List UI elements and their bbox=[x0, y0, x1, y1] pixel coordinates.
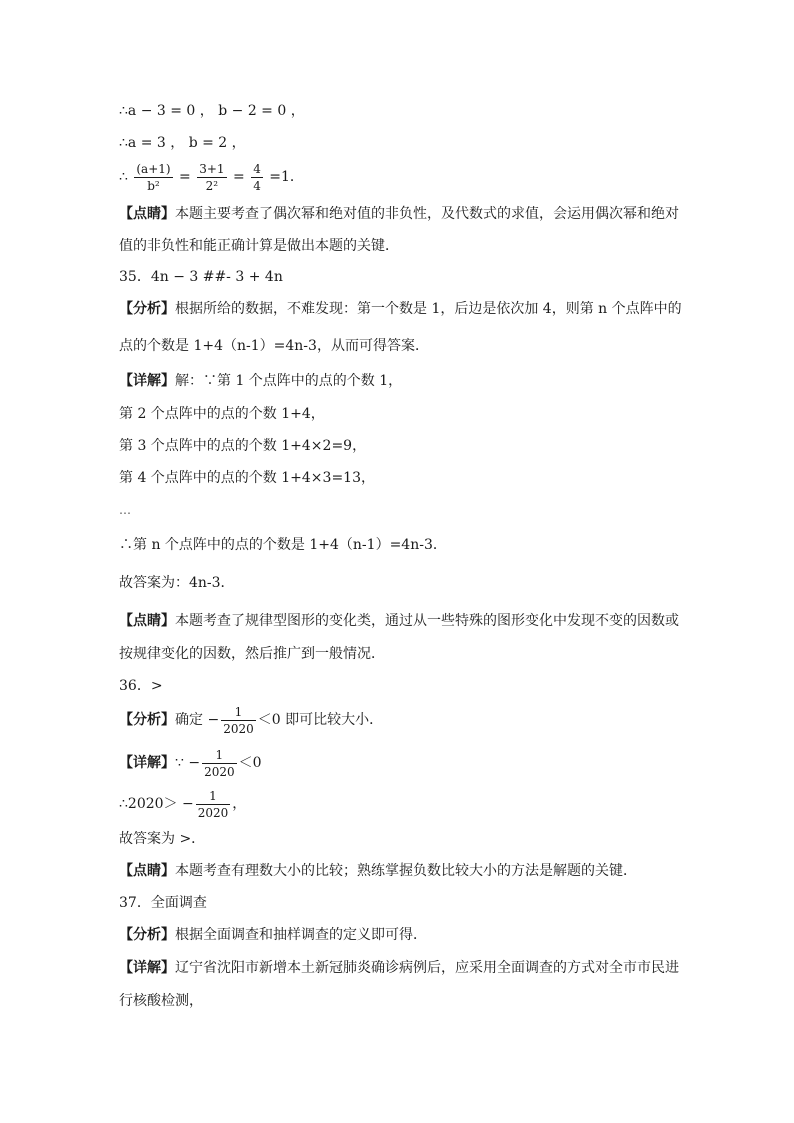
dianjing-label: 【点睛】 bbox=[119, 206, 175, 222]
fraction-1-over-2020 bbox=[202, 748, 237, 779]
fraction-1-over-2020 bbox=[221, 705, 256, 736]
answer-35: 故答案为：4n-3． bbox=[119, 575, 235, 591]
dianjing-paragraph-34-cont: 值的非负性和能正确计算是做出本题的关键． bbox=[119, 238, 399, 254]
xiangjie-line-35e: ∴第 n 个点阵中的点的个数是 1+4（n-1）=4n-3． bbox=[119, 537, 447, 553]
xiangjie-paragraph-37-cont: 行核酸检测， bbox=[119, 993, 203, 1009]
xiangjie-line-35d: 第 4 个点阵中的点的个数 1+4×3=13， bbox=[119, 470, 375, 486]
fenxi-text-post: ＜0 即可比较大小． bbox=[257, 712, 384, 728]
xiangjie-text: 辽宁省沈阳市新增本土新冠肺炎确诊病例后，应采用全面调查的方式对全市市民进 bbox=[175, 960, 679, 976]
fenxi-paragraph-35 bbox=[119, 299, 684, 319]
dianjing-text: 本题考查有理数大小的比较；熟练掌握负数比较大小的方法是解题的关键． bbox=[175, 863, 637, 879]
equation-line-3 bbox=[119, 160, 684, 194]
xiangjie-label: 【详解】 bbox=[119, 960, 175, 976]
fraction-3-plus-1-over-2-squared bbox=[197, 162, 226, 193]
xiangjie-text-post: ＜0 bbox=[238, 755, 262, 771]
fraction-a-plus-1-over-b-squared bbox=[134, 162, 172, 193]
dianjing-paragraph-36 bbox=[119, 861, 684, 881]
question-35-answer: 35．4n − 3 ##- 3 + 4n bbox=[119, 269, 283, 285]
fraction-denominator: b² bbox=[147, 178, 160, 193]
fraction-numerator: (a+1) bbox=[136, 161, 171, 176]
question-36-answer: 36．> bbox=[119, 678, 163, 694]
fraction-numerator: 1 bbox=[202, 748, 237, 764]
dianjing-label: 【点睛】 bbox=[119, 863, 175, 879]
xiangjie-paragraph-36 bbox=[119, 745, 684, 781]
xiangjie-paragraph-35 bbox=[119, 371, 684, 391]
fenxi-paragraph-37 bbox=[119, 925, 684, 945]
fraction-denominator: 2020 bbox=[197, 805, 229, 820]
equation-result: =1． bbox=[269, 169, 304, 185]
fraction-1-over-2020 bbox=[196, 789, 231, 820]
fraction-denominator: 2020 bbox=[204, 764, 235, 779]
ellipsis: … bbox=[119, 503, 131, 517]
fenxi-text: 根据全面调查和抽样调查的定义即可得． bbox=[175, 927, 427, 943]
xiangjie-text-pre: ∵ − bbox=[175, 755, 201, 771]
xiangjie-paragraph-37 bbox=[119, 958, 684, 978]
xiangjie-text: 解：∵第 1 个点阵中的点的个数 1， bbox=[175, 373, 403, 389]
equals-sign: = bbox=[179, 169, 191, 185]
dianjing-text: 本题考查了规律型图形的变化类，通过从一些特殊的图形变化中发现不变的因数或 bbox=[175, 613, 679, 629]
equation-line-2: ∴a = 3 ， b = 2 ， bbox=[119, 135, 246, 151]
dianjing-paragraph-34 bbox=[119, 204, 684, 224]
fraction-numerator: 1 bbox=[196, 789, 231, 805]
answer-36: 故答案为 >． bbox=[119, 831, 206, 847]
equation-line-1: ∴a − 3 = 0 ， b − 2 = 0 ， bbox=[119, 103, 305, 119]
xiangjie-label: 【详解】 bbox=[119, 755, 175, 771]
fraction-numerator: 1 bbox=[221, 705, 256, 721]
xiangjie-text-pre: ∴2020＞ − bbox=[119, 796, 194, 812]
fraction-numerator: 4 bbox=[253, 161, 261, 176]
equals-sign: = bbox=[233, 169, 245, 185]
fraction-denominator: 2² bbox=[205, 178, 219, 193]
fenxi-paragraph-36 bbox=[119, 702, 684, 738]
question-37-answer: 37．全面调查 bbox=[119, 895, 207, 911]
xiangjie-text-post: ， bbox=[232, 796, 247, 812]
fenxi-paragraph-35-cont: 点的个数是 1+4（n-1）=4n-3，从而可得答案． bbox=[119, 338, 429, 354]
fenxi-text: 根据所给的数据，不难发现：第一个数是 1，后边是依次加 4，则第 n 个点阵中的 bbox=[175, 301, 682, 317]
fraction-denominator: 2020 bbox=[223, 721, 254, 736]
fraction-denominator: 4 bbox=[253, 178, 261, 193]
fraction-4-over-4 bbox=[251, 162, 263, 193]
xiangjie-line-35b: 第 2 个点阵中的点的个数 1+4， bbox=[119, 406, 325, 422]
fraction-numerator: 3+1 bbox=[199, 161, 225, 176]
fenxi-label: 【分析】 bbox=[119, 927, 175, 943]
fenxi-text-pre: 确定 − bbox=[175, 712, 220, 728]
therefore-symbol: ∴ bbox=[119, 169, 128, 185]
fenxi-label: 【分析】 bbox=[119, 301, 175, 317]
dianjing-paragraph-35-cont: 按规律变化的因数，然后推广到一般情况． bbox=[119, 646, 385, 662]
dianjing-text: 本题主要考查了偶次幂和绝对值的非负性，及代数式的求值，会运用偶次幂和绝对 bbox=[175, 206, 679, 222]
fenxi-label: 【分析】 bbox=[119, 712, 175, 728]
dianjing-label: 【点睛】 bbox=[119, 613, 175, 629]
dianjing-paragraph-35 bbox=[119, 611, 684, 631]
xiangjie-label: 【详解】 bbox=[119, 373, 175, 389]
xiangjie-line-35c: 第 3 个点阵中的点的个数 1+4×2=9， bbox=[119, 438, 367, 454]
xiangjie-line-36b bbox=[119, 786, 684, 822]
